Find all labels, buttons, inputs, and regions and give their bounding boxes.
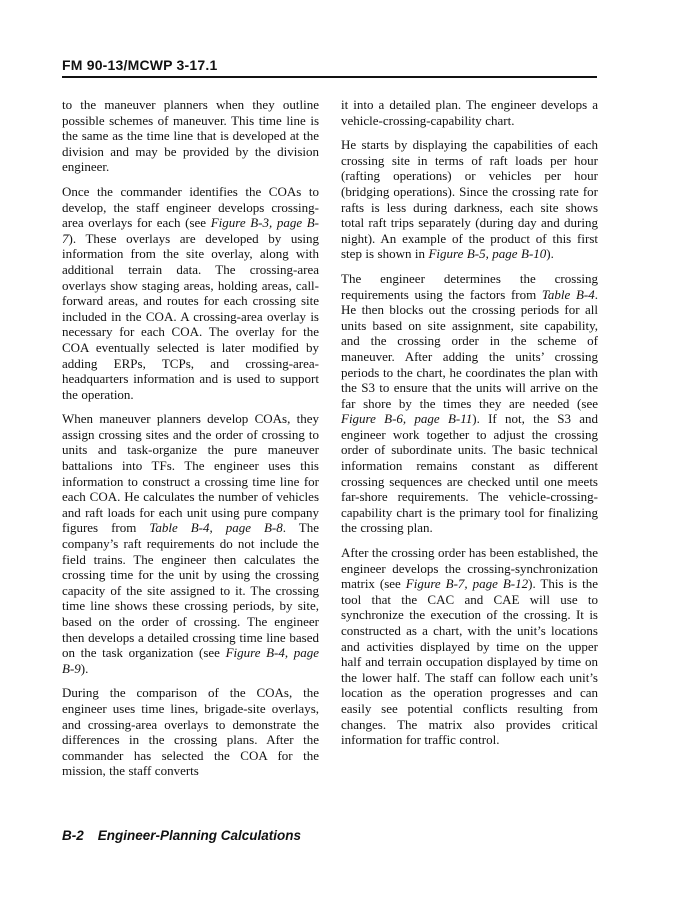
text-run: it into a detailed plan. The engineer develops a vehicle-crossing-capability chart. <box>341 97 598 128</box>
text-run: After the crossing order has been established, the engineer develops the crossing-synchronization matrix (see <box>341 545 598 592</box>
text-run: Once the commander identifies the COAs to develop, the staff engineer develops crossing-area overlays for each (see <box>62 183 319 231</box>
reference-text-run: Table B-4, page B-8 <box>149 520 283 536</box>
text-run: ). <box>546 246 554 262</box>
text-run: . He then blocks out the crossing periods for all units based on site assignment, site capability, and the crossing order in the scheme of maneuver. After adding the units’ crossing periods to the chart, he coordinates the plan with the S3 to ensure that the units will arrive on the far shore by the times they are needed (see <box>341 286 598 411</box>
header-rule <box>62 76 597 78</box>
reference-text-run: Figure B-7, page B-12 <box>405 576 529 592</box>
text-run: He starts by displaying the capabilities of each crossing site in terms of raft loads per hour (rafting operations) or vehicles per hour (bridging operations). Since the crossing rate for rafts is less during darkness, each site shows total raft trips separately (during day and during night). An example of the product of this first step is shown in <box>341 137 598 262</box>
page-number: B-2 <box>62 828 84 843</box>
paragraph <box>341 137 598 262</box>
paragraph <box>341 271 598 536</box>
right-column <box>341 97 598 779</box>
paragraph <box>341 545 598 748</box>
text-run: The engineer determines the crossing requirements using the factors from <box>341 270 598 302</box>
text-run: ). If not, the S3 and engineer work together to adjust the crossing order of subordinate units. The basic technical information remains constant as different crossing sequences are checked until one meets far-shore requirements. The vehicle-crossing-capability chart is the primary tool for finalizing the crossing plan. <box>341 411 598 536</box>
reference-text-run: Figure B-4, page B-9 <box>62 645 319 676</box>
paragraph <box>62 97 319 175</box>
text-run: When maneuver planners develop COAs, they assign crossing sites and the order of crossing to units and task-organize the pure maneuver battalions into TFs. The engineer uses this information to construct a crossing time line for each COA. He calculates the number of vehicles and raft loads for each unit using pure company figures from <box>62 411 319 536</box>
reference-text-run: Figure B-3, page B-7 <box>62 215 320 246</box>
reference-text-run: Figure B-5, page B-10 <box>428 246 547 262</box>
reference-text-run: Table B-4 <box>541 286 595 302</box>
header-title: FM 90-13/MCWP 3-17.1 <box>62 57 218 73</box>
footer-title: Engineer-Planning Calculations <box>97 828 302 843</box>
reference-text-run: Figure B-6, page B-11 <box>341 411 473 427</box>
paragraph <box>341 97 598 128</box>
text-run: During the comparison of the COAs, the engineer uses time lines, brigade-site overlays, and crossing-area overlays to demonstrate the differences in the crossing plans. After the commander has selected the COA for the mission, the staff converts <box>62 685 319 779</box>
paragraph <box>62 184 319 402</box>
paragraph <box>62 685 319 779</box>
text-run: ). <box>80 660 89 676</box>
body-columns <box>62 97 598 779</box>
paragraph <box>62 411 319 676</box>
text-run: ). This is the tool that the CAC and CAE will use to synchronize the execution of the crossing. It is constructed as a chart, with the unit’s locations and activities displayed by time on the upper half and terrain occupation displayed by time on the lower half. The staff can follow each unit’s location as the operation progresses and can easily see potential conflicts resulting from changes. The matrix also provides critical information for traffic control. <box>341 576 599 748</box>
text-run: . The company’s raft requirements do not include the field trains. The engineer then calculates the crossing time for the unit by using the crossing capacity of the site assigned to it. The crossing time line shows these crossing periods, by site, based on the order of crossing. The engineer then develops a detailed crossing time line based on the task organization (see <box>62 520 319 661</box>
left-column <box>62 97 319 779</box>
text-run: ). These overlays are developed by using information from the site overlay, along with additional terrain data. The crossing-area overlays show staging areas, holding areas, call-forward areas, and routes for each crossing site included in the COA. A crossing-area overlay is necessary for each COA. The overlay for the COA eventually selected is later modified by adding ERPs, TCPs, and crossing-area-headquarters information and is used to support the operation. <box>62 230 319 402</box>
page-footer <box>62 828 301 843</box>
text-run: to the maneuver planners when they outline possible schemes of maneuver. This time line is the same as the time line that is developed at the division and may be provided by the division engineer. <box>62 97 319 175</box>
